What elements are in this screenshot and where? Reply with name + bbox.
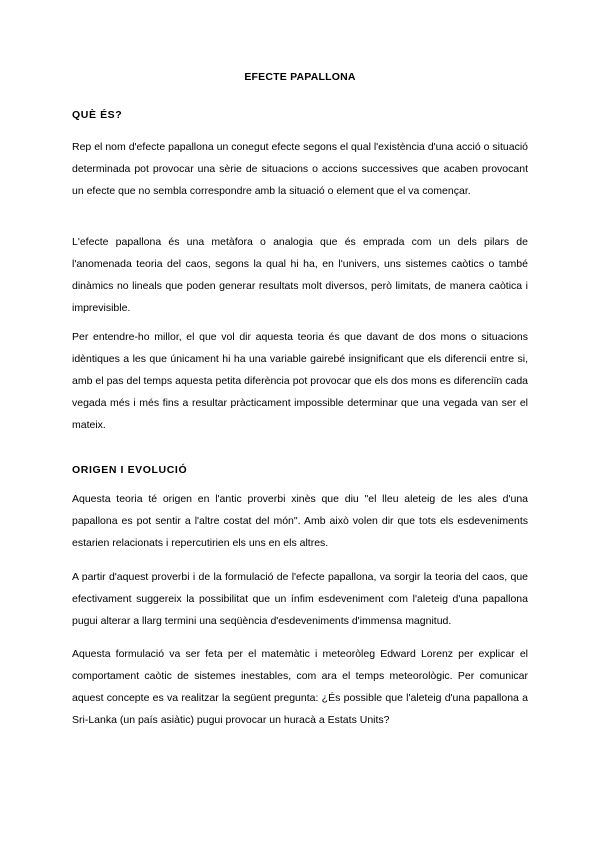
paragraph: Aquesta formulació va ser feta per el matemàtic i meteoròleg Edward Lorenz per explicar el comportament caòtic de sistemes inestables, com ara el temps meteorològic. Per comunicar aquest concepte es va realitzar la següent pregunta: ¿És possible que l'aleteig d'una papallona a Sri-Lanka (un país asiàtic) pugui provocar un huracà a Estats Units? — [72, 648, 528, 726]
section-heading-que-es: QUÈ ÉS? — [72, 109, 123, 121]
paragraph: Rep el nom d'efecte papallona un conegut efecte segons el qual l'existència d'una acció o situació determinada pot provocar una sèrie de situacions o accions successives que acaben provocant un efecte que no sembla correspondre amb la situació o element que el va començar. — [72, 141, 528, 197]
paragraph: Aquesta teoria té origen en l'antic proverbi xinès que diu "el lleu aleteig de les ales d'una papallona es pot sentir a l'altre costat del món". Amb això volen dir que tots els esdeveniments estarien relacionats i repercutirien els uns en els altres. — [72, 493, 528, 549]
section-heading-origen: ORIGEN I EVOLUCIÓ — [72, 464, 188, 476]
paragraph: Per entendre-ho millor, el que vol dir aquesta teoria és que davant de dos mons o situacions idèntiques a les que únicament hi ha una variable gairebé insignificant que els diferencii entre si, amb el pas del temps aquesta petita diferència pot provocar que els dos mons es diferenciïn cada vegada més i més fins a resultar pràcticament impossible determinar que una vegada van ser el mateix. — [72, 331, 528, 431]
paragraph: A partir d'aquest proverbi i de la formulació de l'efecte papallona, va sorgir la teoria del caos, que efectivament suggereix la possibilitat que un ínfim esdeveniment com l'aleteig d'una papallona pugui alterar a llarg termini una seqüència d'esdeveniments d'immensa magnitud. — [72, 571, 528, 627]
document-title: EFECTE PAPALLONA — [244, 71, 356, 83]
paragraph: L'efecte papallona és una metàfora o analogia que és emprada com un dels pilars de l'anomenada teoria del caos, segons la qual hi ha, en l'univers, uns sistemes caòtics o també dinàmics no lineals que poden generar resultats molt diversos, però limitats, de manera caòtica i imprevisible. — [72, 236, 528, 314]
